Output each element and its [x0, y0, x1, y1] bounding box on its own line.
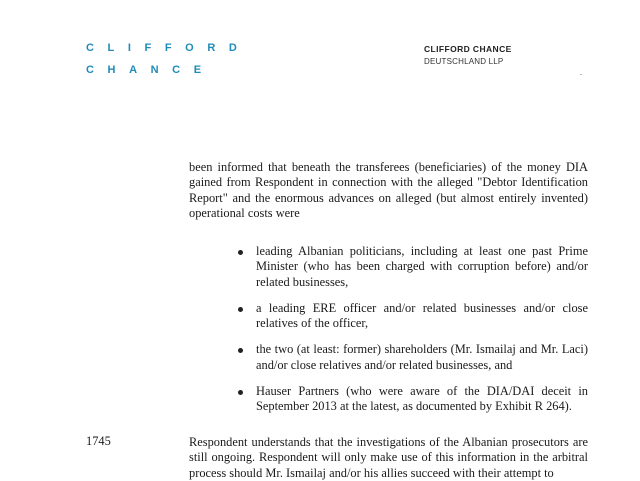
paragraph-1745-text: Respondent understands that the investigations of the Albanian prosecutors are still ongoing. Respondent will only make use of this information in the arbitral process should Mr. Ismailaj and/or his allies succeed with their attempt to: [189, 435, 588, 480]
intro-paragraph: been informed that beneath the transferees (beneficiaries) of the money DIA gained from Respondent in connection with the alleged "Debtor Identification Report" and the enormous advances on alleged (but almost entirely invented) operational costs were: [189, 160, 588, 220]
firm-subtitle: DEUTSCHLAND LLP: [424, 57, 504, 66]
bullet-item: [238, 342, 588, 373]
bullet-text: a leading ERE officer and/or related businesses and/or close relatives of the officer,: [256, 300, 588, 331]
bullet-dot-icon: [238, 390, 243, 395]
bullet-item: [238, 384, 588, 415]
firm-name: CLIFFORD CHANCE: [424, 44, 512, 54]
bullet-text: the two (at least: former) shareholders (Mr. Ismailaj and Mr. Laci) and/or close relatives and/or related businesses, and: [256, 342, 588, 372]
bullet-dot-icon: [238, 250, 243, 255]
bullet-text: Hauser Partners (who were aware of the DIA/DAI deceit in September 2013 at the latest, as documented by Exhibit R 264).: [256, 384, 588, 414]
bullet-dot-icon: [238, 348, 243, 353]
logo-line-clifford: CLIFFORD: [86, 42, 251, 54]
bullet-text: leading Albanian politicians, including at least one past Prime Minister (who has been charged with corruption before) and/or related businesses,: [256, 244, 588, 289]
bullet-item: [238, 301, 588, 332]
paragraph-number: 1745: [86, 434, 111, 448]
bullet-list: [238, 244, 588, 426]
bullet-item: [238, 244, 588, 290]
scan-mark: [580, 74, 582, 75]
bullet-dot-icon: [238, 307, 243, 312]
logo-line-chance: CHANCE: [86, 64, 215, 76]
